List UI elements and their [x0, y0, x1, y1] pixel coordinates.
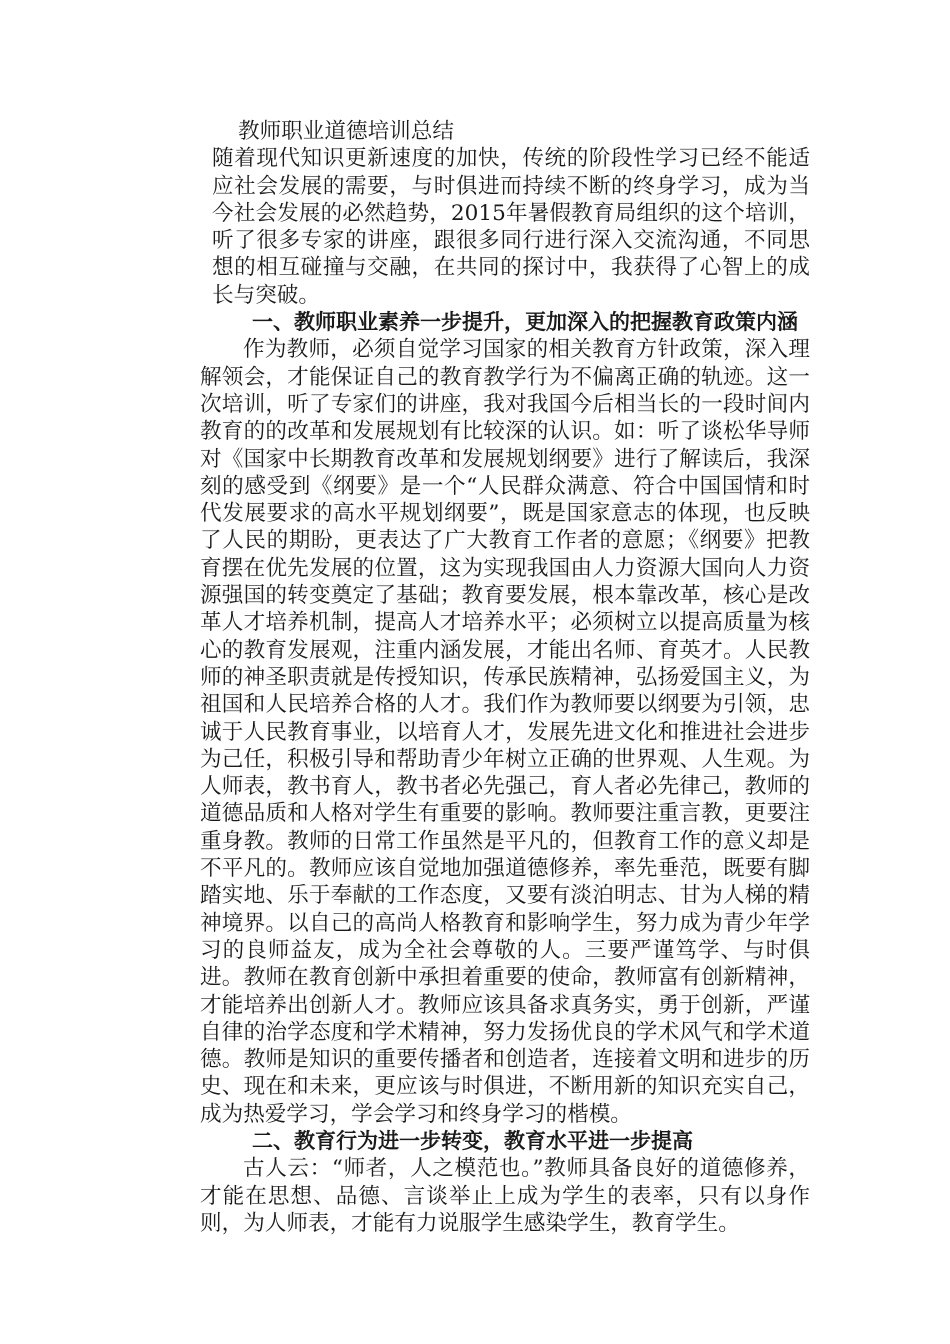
section-2-body: 古人云：“师者，人之模范也。”教师具备良好的道德修养，才能在思想、品德、言谈举止上成为学生的表率，只有以身作则，为人师表，才能有力说服学生感染学生，教育学生。: [200, 1156, 810, 1236]
section-1-heading: 一、教师职业素养一步提升，更加深入的把握教育政策内涵: [252, 310, 798, 335]
intro-paragraph: 随着现代知识更新速度的加快，传统的阶段性学习已经不能适应社会发展的需要，与时俱进而持续不断的终身学习，成为当今社会发展的必然趋势，2015年暑假教育局组织的这个培训，听了很多专家的讲座，跟很多同行进行深入交流沟通，不同思想的相互碰撞与交融，在共同的探讨中，我获得了心智上的成长与突破。: [212, 146, 810, 308]
section-1-body: 作为教师，必须自觉学习国家的相关教育方针政策，深入理解领会，才能保证自己的教育教学行为不偏离正确的轨迹。这一次培训，听了专家们的讲座，我对我国今后相当长的一段时间内教育的的改革和发展规划有比较深的认识。如：听了谈松华导师对《国家中长期教育改革和发展规划纲要》进行了解读后，我深刻的感受到《纲要》是一个“人民群众满意、符合中国国情和时代发展要求的高水平规划纲要”，既是国家意志的体现，也反映了人民的期盼，更表达了广大教育工作者的意愿；《纲要》把教育摆在优先发展的位置，这为实现我国由人力资源大国向人力资源强国的转变奠定了基础；教育要发展，根本靠改革，核心是改革人才培养机制，提高人才培养水平；必须树立以提高质量为核心的教育发展观，注重内涵发展，才能出名师、育英才。人民教师的神圣职责就是传授知识，传承民族精神，弘扬爱国主义，为祖国和人民培养合格的人才。我们作为教师要以纲要为引领，忠诚于人民教育事业，以培育人才，发展先进文化和推进社会进步为己任，积极引导和帮助青少年树立正确的世界观、人生观。为人师表，教书育人，教书者必先强己，育人者必先律己，教师的道德品质和人格对学生有重要的影响。教师要注重言教，更要注重身教。教师的日常工作虽然是平凡的，但教育工作的意义却是不平凡的。教师应该自觉地加强道德修养，率先垂范，既要有脚踏实地、乐于奉献的工作态度，又要有淡泊明志、甘为人梯的精神境界。以自己的高尚人格教育和影响学生，努力成为青少年学习的良师益友，成为全社会尊敬的人。三要严谨笃学、与时俱进。教师在教育创新中承担着重要的使命，教师富有创新精神，才能培养出创新人才。教师应该具备求真务实，勇于创新，严谨自律的治学态度和学术精神，努力发扬优良的学术风气和学术道德。教师是知识的重要传播者和创造者，连接着文明和进步的历史、现在和未来，更应该与时俱进，不断用新的知识充实自己，成为热爱学习，学会学习和终身学习的楷模。: [200, 337, 810, 1127]
document-page: [200, 118, 810, 1237]
document-title: 教师职业道德培训总结: [238, 119, 454, 144]
section-2-heading: 二、教育行为进一步转变，教育水平进一步提高: [252, 1128, 693, 1153]
